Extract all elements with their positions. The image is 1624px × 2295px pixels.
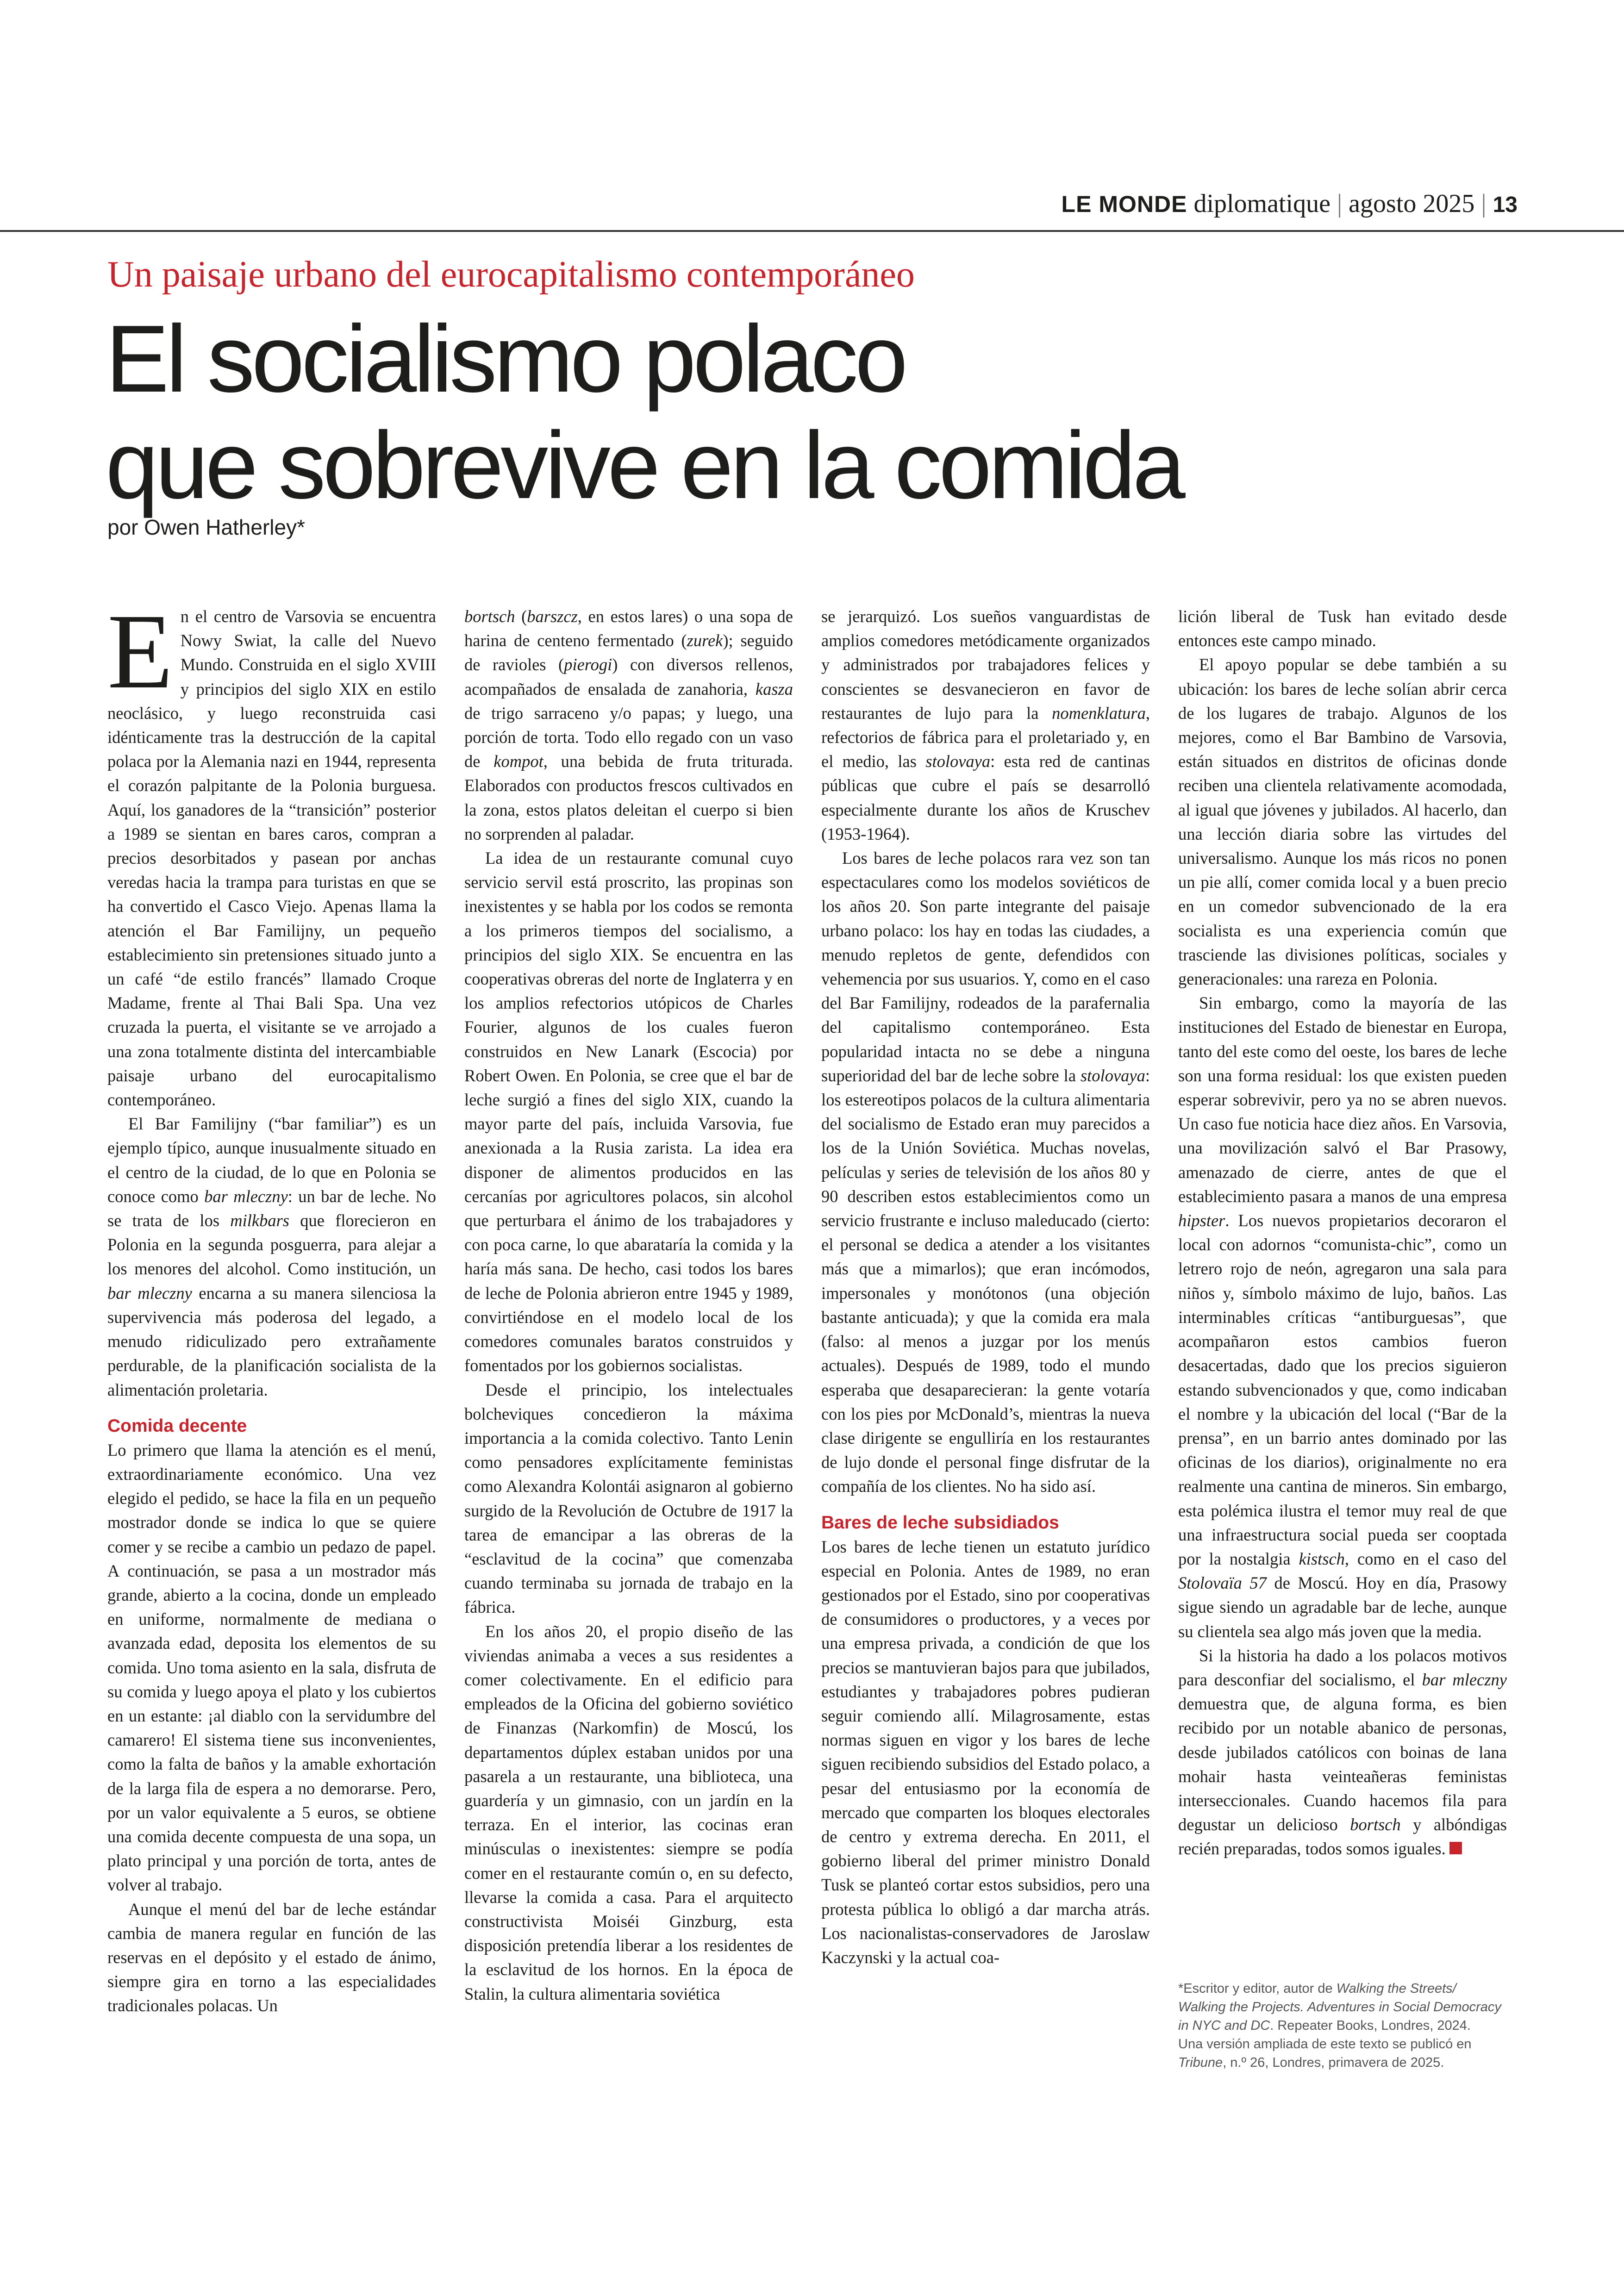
body-paragraph: En los años 20, el propio diseño de las viviendas animaba a veces a sus residentes a comer colectivamente. En el edificio para empleados de la Oficina del gobierno soviético de Finanzas (Narkomfin) de Moscú, los departamentos dúplex estaban unidos por una pasarela a un restaurante, una biblioteca, una guardería y un gimnasio, con un jardín en la terraza. En el interior, las cocinas eran minúsculas o inexistentes: siempre se podía comer en el restaurante común o, en su defecto, llevarse la comida a casa. Para el arquitecto constructivista Moiséi Ginzburg, esta disposición pretendía liberar a los residentes de la esclavitud de los hornos. En la época de Stalin, la cultura alimentaria soviética (464, 1621, 793, 2003)
paragraph-text: encarna a su manera silenciosa la supervivencia más poderosa del legado, a menudo ridiculizado pero extrañamente perdurable, de la planificación socialista de la alimentación proletaria. (107, 1283, 436, 1399)
issue-date: agosto 2025 (1349, 189, 1475, 218)
footnote-text: . Repeater Books, Londres, 2024. (1270, 2018, 1471, 2033)
body-paragraph (107, 592, 436, 1112)
text-column-4 (1178, 605, 1507, 1861)
body-paragraph: Aunque el menú del bar de leche estándar cambia de manera regular en función de las reservas en el depósito y el estado de ánimo, siempre gira en torno a las especialidades tradicionales polacas. Un (107, 1899, 436, 2015)
paragraph-text: se jerarquizó. Los sueños vanguardistas de amplios comedores metódicamente organizados y administrados por trabajadores felices y conscientes se desvanecieron en favor de restaurantes de lujo para la (821, 607, 1150, 723)
header-rule (0, 230, 1624, 232)
body-paragraph: Lo primero que llama la atención es el menú, extraordinariamente económico. Una vez elegido el pedido, se hace la fila en un pequeño mostrador donde se indica lo que se quiere comer y se recibe a cambio un pedazo de papel. A continuación, se pasa a un mostrador más grande, abierto a la cocina, donde un empleado en uniforme, normalmente de mediana o avanzada edad, deposita los elementos de su comida. Uno toma asiento en la sala, disfruta de su comida y luego apoya el plato y los cubiertos en un estante: ¡al diablo con la servidumbre del camarero! El sistema tiene sus inconvenientes, como la falta de baños y la amable exhortación de la larga fila de espera a no demorarse. Pero, por un valor equivalente a 5 euros, se obtiene una comida decente compuesta de una sopa, un plato principal y una porción de torta, antes de volver al trabajo. (107, 1440, 436, 1895)
paragraph-text: El Bar Familijny (“bar familiar”) es un ejemplo típico, aunque inusualmente situado en el centro de la ciudad, de lo que en Polonia se conoce como (107, 1114, 436, 1206)
body-paragraph (821, 605, 1150, 846)
body-paragraph (107, 1112, 436, 1402)
paragraph-text: n el centro de Varsovia se encuentra Nowy Swiat, la calle del Nuevo Mundo. Construida en el siglo XVIII y principios del siglo XIX en estilo neoclásico, y luego reconstruida casi idénticamente tras la destrucción de la capital polaca por la Alemania nazi en 1944, representa el corazón palpitante de la Polonia burguesa. Aquí, los ganadores de la “transición” posterior a 1989 se sientan en bares caros, compran a precios desorbitados y pasean por anchas veredas hacia la trampa para turistas en que se ha convertido el Casco Viejo. Apenas llama la atención el Bar Familijny, un pequeño establecimiento sin pretensiones situado junto a un café “de estilo francés” llamado Croque Madame, frente al Thai Bali Spa. Una vez cruzada la puerta, el visitante se ve arrojado a una zona totalmente distinta del intercambiable paisaje urbano del eurocapitalismo contemporáneo. (107, 607, 436, 1110)
footnote-author (1178, 1979, 1507, 2035)
italic-term: bar mleczny (107, 1283, 192, 1303)
italic-term: stolovaya (1080, 1066, 1145, 1085)
paragraph-text: que florecieron en Polonia en la segunda posguerra, para alejar a los menores del alcohol. Como institución, un (107, 1211, 436, 1278)
body-paragraph: lición liberal de Tusk han evitado desde entonces este campo minado. (1178, 607, 1507, 650)
byline: por Owen Hatherley* (107, 515, 305, 539)
italic-term: kasza (755, 679, 793, 698)
paragraph-text: , una bebida de fruta triturada. Elaborados con productos frescos cultivados en la zona, estos platos deleitan el cuerpo si bien no sorprenden al paladar. (464, 752, 793, 843)
paragraph-text: , en estos lares) o una sopa de harina de centeno fermentado ( (464, 607, 793, 650)
section-heading-bares: Bares de leche subsidiados (821, 1512, 1059, 1533)
paragraph-text: demuestra que, de alguna forma, es bien recibido por un notable abanico de personas, desde jubilados católicos con boinas de lana mohair hasta veinteañeras feministas interseccionales. Cuando hacemos fila para degustar un delicioso (1178, 1694, 1507, 1834)
body-paragraph: La idea de un restaurante comunal cuyo servicio servil está proscrito, las propinas son inexistentes y se habla por los codos se remonta a los primeros tiempos del socialismo, a principios del siglo XIX. Se encuentra en las cooperativas obreras del norte de Inglaterra y en los amplios refectorios utópicos de Charles Fourier, algunos de los cuales fueron construidos en New Lanark (Escocia) por Robert Owen. En Polonia, se cree que el bar de leche surgió a fines del siglo XIX, cuando la mayor parte del país, incluida Varsovia, fue anexionada a la Rusia zarista. La idea era disponer de alimentos producidos en las cercanías por agricultores polacos, sin alcohol que perturbara el ánimo de los trabajadores y con poca carne, lo que abarataría la comida y la haría más sana. De hecho, casi todos los bares de leche de Polonia abrieron entre 1945 y 1989, convirtiéndose en el modelo local de los comedores comunales baratos construidos y fomentados por los gobiernos socialistas. (464, 848, 793, 1375)
paragraph-text: y albóndigas recién preparadas, todos somos iguales. (1178, 1815, 1507, 1858)
paragraph-text: , como en el caso del (1344, 1549, 1507, 1568)
paragraph-text: : un bar de leche. No se trata de los (107, 1186, 436, 1230)
body-paragraph (1178, 991, 1507, 1643)
drop-cap: E (107, 592, 173, 711)
italic-term: bortsch (464, 607, 515, 626)
paragraph-text: , refectorios de fábrica para el proletariado y, en el medio, las (821, 703, 1150, 771)
body-paragraph (821, 846, 1150, 1498)
italic-term: nomenklatura (1052, 703, 1146, 723)
body-paragraph (464, 605, 793, 846)
italic-term: stolovaya (925, 752, 991, 771)
body-paragraph: Desde el principio, los intelectuales bolcheviques concedieron la máxima importancia a la comida colectivo. Tanto Lenin como pensadores explícitamente feministas como Alexandra Kolontái asignaron al gobierno surgido de la Revolución de Octubre de 1917 la tarea de emancipar a las obreras de la “esclavitud de la cocina” que comenzaba cuando terminaba su jornada de trabajo en la fábrica. (464, 1380, 793, 1617)
section-heading-comida: Comida decente (107, 1416, 247, 1436)
italic-term: bortsch (1350, 1815, 1401, 1834)
italic-term: barszcz (527, 607, 578, 626)
paragraph-text: Los bares de leche polacos rara vez son tan espectaculares como los modelos soviéticos de los años 20. Son parte integrante del paisaje urbano polaco: los hay en todas las ciudades, a menudo repletos de gente, defendidos con vehemencia por sus usuarios. Y, como en el caso del Bar Familijny, rodeados de la parafernalia del capitalismo contemporáneo. Esta popularidad intacta no se debe a ninguna superioridad del bar de leche sobre la (821, 848, 1150, 1085)
paragraph-text: Sin embargo, como la mayoría de las instituciones del Estado de bienestar en Europa, tanto del este como del oeste, los bares de leche son una forma residual: los que existen pueden esperar sobrevivir, pero ya no se abren nuevos. Un caso fue noticia hace diez años. En Varsovia, una movilización salvó el Bar Prasowy, amenazado de cierre, antes de que el establecimiento pasara a manos de una empresa (1178, 993, 1507, 1206)
italic-term: zurek (687, 631, 723, 650)
footnote-text: *Escritor y editor, autor de (1178, 1981, 1337, 1996)
masthead-separator: | (1481, 189, 1487, 218)
footnote-text: , n.º 26, Londres, primavera de 2025. (1223, 2055, 1444, 2070)
italic-term: kistsch (1299, 1549, 1345, 1568)
masthead-separator: | (1337, 189, 1343, 218)
footnote-text: Una versión ampliada de este texto se publicó en (1178, 2037, 1472, 2052)
paragraph-text: Si la historia ha dado a los polacos motivos para desconfiar del socialismo, el (1178, 1646, 1507, 1689)
title-line-2: que sobrevive en la comida (106, 412, 1182, 518)
footnote-source (1178, 2035, 1507, 2072)
footnote-publication: Tribune (1178, 2055, 1223, 2070)
italic-term: kompot (493, 752, 543, 771)
italic-term: pierogi (564, 655, 612, 674)
article-title (106, 306, 1494, 518)
paragraph-text: ); seguido de ravioles ( (464, 631, 793, 674)
text-column-2 (464, 605, 793, 2006)
author-footnote (1178, 1979, 1507, 2072)
italic-term: Stolovaïa 57 (1178, 1573, 1267, 1593)
masthead-brand: LE MONDE (1061, 191, 1187, 217)
page-number: 13 (1493, 193, 1518, 217)
end-of-article-mark (1449, 1842, 1462, 1854)
paragraph-text: : esta red de cantinas públicas que cubre el país se desarrolló especialmente durante los años de Kruschev (1953-1964). (821, 752, 1150, 843)
body-paragraph: El apoyo popular se debe también a su ubicación: los bares de leche solían abrir cerca de los lugares de trabajo. Algunos de los mejores, como el Bar Bambino de Varsovia, están situados en distritos de oficinas donde reciben una clientela relativamente acomodada, al igual que jóvenes y jubilados. Al hacerlo, dan una lección diaria sobre las virtudes del universalismo. Aunque los más ricos no ponen un pie allí, comer comida local y a buen precio en un comedor subvencionado de la era socialista es una experiencia común que trasciende las divisiones políticas, sociales y generacionales: una rareza en Polonia. (1178, 655, 1507, 989)
italic-term: hipster (1178, 1211, 1225, 1230)
italic-term: bar mleczny (1422, 1670, 1507, 1689)
body-paragraph: Los bares de leche tienen un estatuto jurídico especial en Polonia. Antes de 1989, no eran gestionados por el Estado, sino por cooperativas de consumidores o productores, y a veces por una empresa privada, a condición de que los precios se mantuvieran bajos para que jubilados, estudiantes y trabajadores pobres pudieran seguir comiendo allí. Milagrosamente, estas normas siguen en vigor y los bares de leche siguen recibiendo subsidios del Estado polaco, a pesar del entusiasmo por la economía de mercado que comparten los bloques electorales de centro y extrema derecha. En 2011, el gobierno liberal del primer ministro Donald Tusk se planteó cortar estos subsidios, pero una protesta pública lo obligó a dar marcha atrás. Los nacionalistas-conservadores de Jaroslaw Kaczynski y la actual coa- (821, 1537, 1150, 1967)
paragraph-text: : los estereotipos polacos de la cultura alimentaria del socialismo de Estado eran muy parecidos a los de la Unión Soviética. Muchas novelas, películas y series de televisión de los años 80 y 90 describen estos establecimientos como un servicio frustrante e incluso maleducado (cierto: el personal se dedica a atender a los visitantes más que a mimarlos); que eran incómodos, impersonales y monótonos (una objeción bastante anticuada); y que la comida era mala (falso: al menos a juzgar por los menús actuales). Después de 1989, todo el mundo esperaba que desaparecieran: la gente votaría con los pies por McDonald’s, mientras la nueva clase dirigente se engulliría en los restaurantes de lujo donde el personal finge disfrutar de la compañía de los clientes. No ha sido así. (821, 1066, 1150, 1496)
masthead-brand-rest: diplomatique (1193, 189, 1330, 218)
footnote-book-title: Walking the Streets/ Walking the Projects. Adventures in Social Democracy in NYC and DC (1178, 1981, 1501, 2033)
title-line-1: El socialismo polaco (106, 306, 905, 412)
body-paragraph (1178, 1644, 1507, 1861)
text-column-3 (821, 605, 1150, 1970)
text-column-1 (107, 592, 436, 2018)
masthead (1062, 189, 1518, 218)
article-kicker: Un paisaje urbano del eurocapitalismo contemporáneo (107, 254, 915, 295)
italic-term: milkbars (230, 1211, 290, 1230)
paragraph-text: . Los nuevos propietarios decoraron el local con adornos “comunista-chic”, como un letrero rojo de neón, agregaron una sala para niños y, símbolo máximo de lujo, baños. Las interminables críticas “antiburguesas”, que acompañaron estos cambios fueron desacertadas, dado que los precios siguieron estando subvencionados y que, como indicaban el nombre y la ubicación del local (“Bar de la prensa”, en un barrio antes dominado por las oficinas de los diarios), originalmente no era realmente una cantina de mineros. Sin embargo, esta polémica ilustra el temor muy real de que una infraestructura social pueda ser cooptada por la nostalgia (1178, 1211, 1507, 1568)
paragraph-text: ) con diversos rellenos, acompañados de ensalada de zanahoria, (464, 655, 793, 698)
italic-term: bar mleczny (204, 1186, 288, 1206)
paragraph-text: de Moscú. Hoy en día, Prasowy sigue siendo un agradable bar de leche, aunque su clientela sea algo más joven que la media. (1178, 1573, 1507, 1641)
paragraph-text: ( (515, 607, 527, 626)
paragraph-text: de trigo sarraceno y/o papas; y luego, una porción de torta. Todo ello regado con un vaso de (464, 703, 793, 771)
